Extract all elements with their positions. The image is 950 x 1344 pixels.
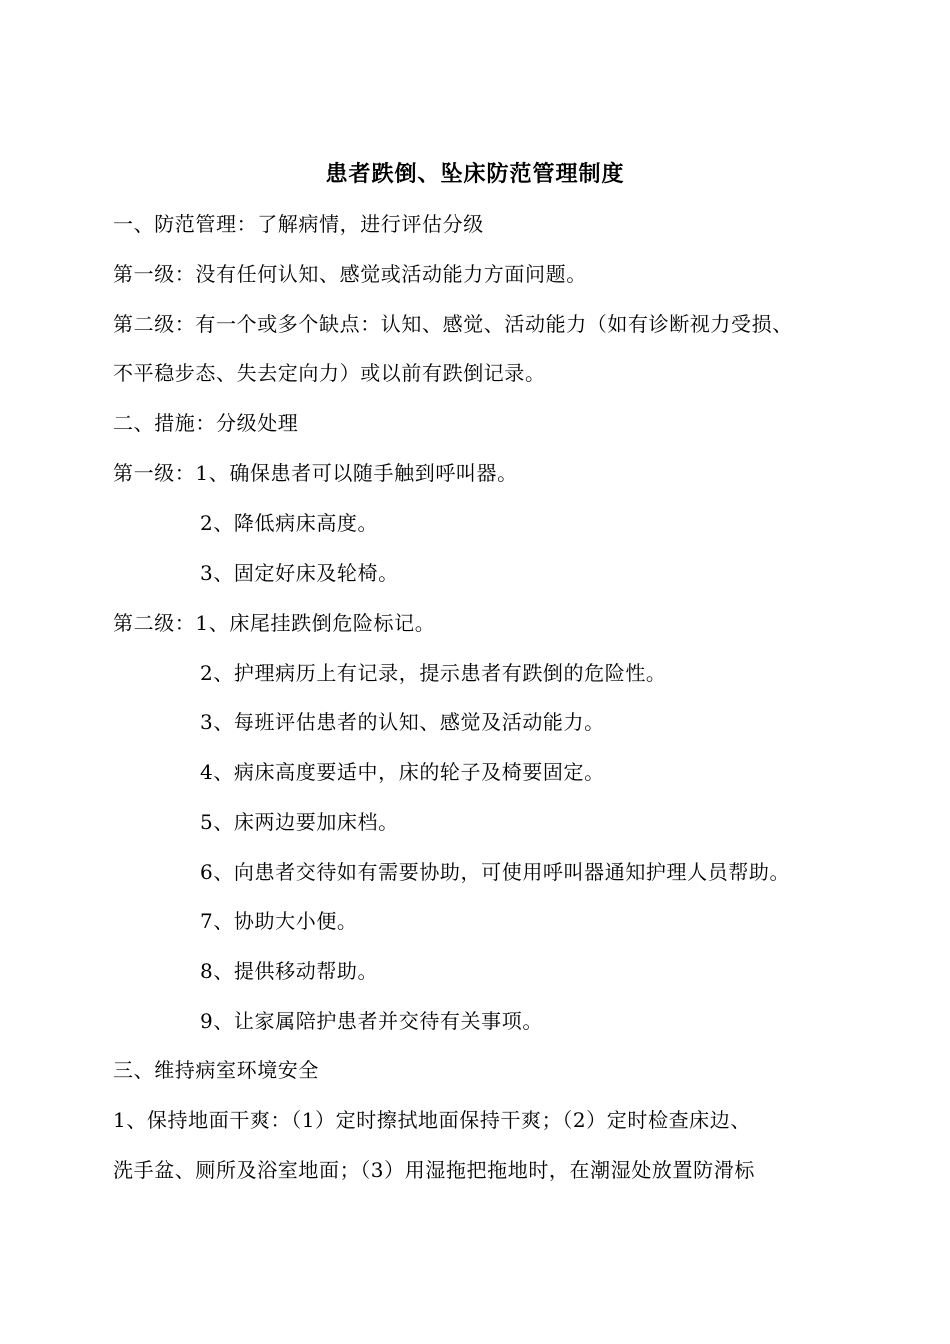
list-item: 2、护理病历上有记录，提示患者有跌倒的危险性。 xyxy=(200,661,667,685)
list-item: 5、床两边要加床档。 xyxy=(200,810,399,834)
paragraph-line: 第一级：没有任何认知、感觉或活动能力方面问题。 xyxy=(113,262,587,286)
paragraph-line: 第二级：有一个或多个缺点：认知、感觉、活动能力（如有诊断视力受损、 xyxy=(113,312,793,336)
paragraph-line: 不平稳步态、失去定向力）或以前有跌倒记录。 xyxy=(113,361,546,385)
paragraph-line: 洗手盆、厕所及浴室地面；（3）用湿拖把拖地时，在潮湿处放置防滑标 xyxy=(113,1158,755,1182)
paragraph-line: 1、保持地面干爽：（1）定时擦拭地面保持干爽；（2）定时检查床边、 xyxy=(113,1108,751,1132)
document-title: 患者跌倒、坠床防范管理制度 xyxy=(325,161,625,187)
list-item: 3、每班评估患者的认知、感觉及活动能力。 xyxy=(200,710,605,734)
list-item: 6、向患者交待如有需要协助，可使用呼叫器通知护理人员帮助。 xyxy=(200,860,791,884)
list-item: 第一级：1、确保患者可以随手触到呼叫器。 xyxy=(113,461,518,485)
list-item: 2、降低病床高度。 xyxy=(200,511,379,535)
list-item: 3、固定好床及轮椅。 xyxy=(200,561,399,585)
section-heading-2: 二、措施：分级处理 xyxy=(113,411,299,435)
section-heading-1: 一、防范管理：了解病情，进行评估分级 xyxy=(113,212,484,236)
list-item: 7、协助大小便。 xyxy=(200,909,358,933)
list-item: 4、病床高度要适中，床的轮子及椅要固定。 xyxy=(200,760,605,784)
list-item: 第二级：1、床尾挂跌倒危险标记。 xyxy=(113,611,436,635)
list-item: 9、让家属陪护患者并交待有关事项。 xyxy=(200,1009,543,1033)
section-heading-3: 三、维持病室环境安全 xyxy=(113,1058,319,1082)
list-item: 8、提供移动帮助。 xyxy=(200,959,379,983)
